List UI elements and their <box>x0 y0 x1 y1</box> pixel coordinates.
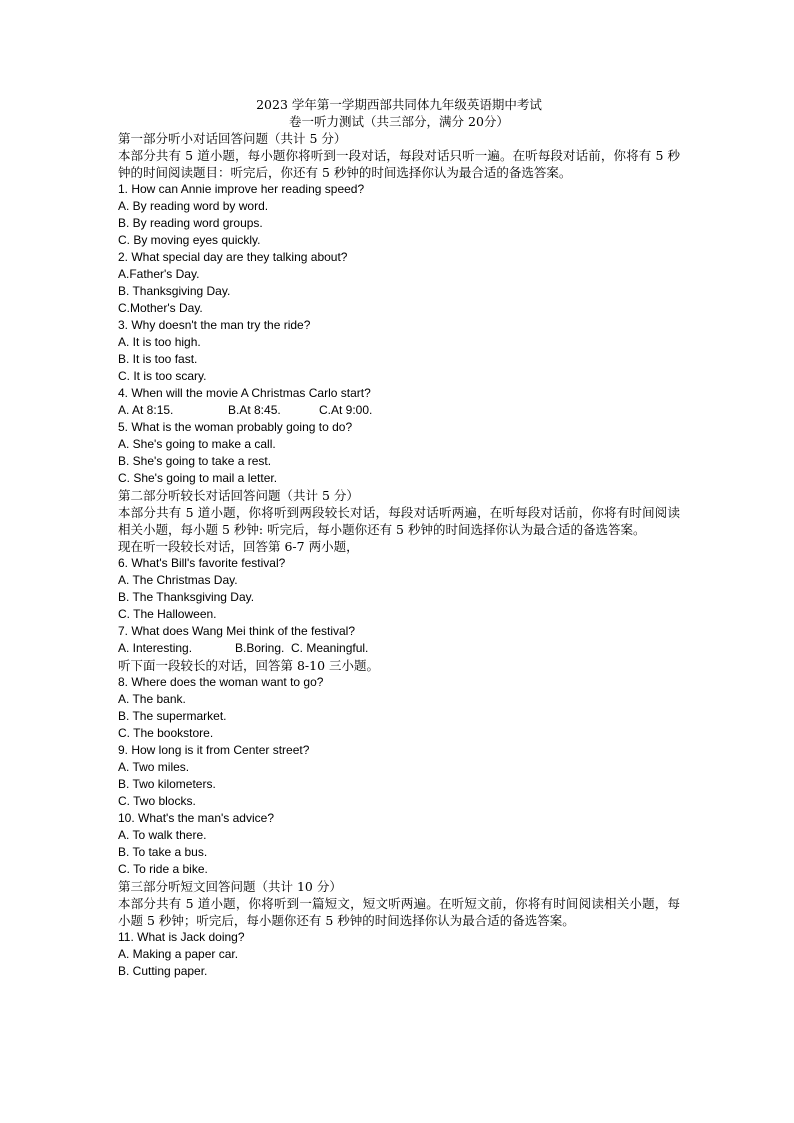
question-1-option-b: B. By reading word groups. <box>118 216 263 230</box>
question-2-option-a: A.Father's Day. <box>118 267 200 281</box>
question-4: 4. When will the movie A Christmas Carlo start? <box>118 386 371 400</box>
question-7-option-b: B.Boring. <box>235 641 285 655</box>
question-10-option-b: B. To take a bus. <box>118 845 208 859</box>
question-8-option-b: B. The supermarket. <box>118 709 227 723</box>
question-9: 9. How long is it from Center street? <box>118 743 310 757</box>
question-10-option-a: A. To walk there. <box>118 828 207 842</box>
question-4-options <box>118 402 680 419</box>
question-7: 7. What does Wang Mei think of the festival? <box>118 624 356 638</box>
question-10-option-c: C. To ride a bike. <box>118 862 208 876</box>
question-8-option-a: A. The bank. <box>118 692 186 706</box>
part1-heading: 第一部分听小对话回答问题（共计 5 分） <box>118 131 347 146</box>
question-7-option-c: C. Meaningful. <box>291 641 369 655</box>
part2-lead-2: 听下面一段较长的对话，回答第 8-10 三小题。 <box>118 658 380 673</box>
question-6-option-b: B. The Thanksgiving Day. <box>118 590 255 604</box>
exam-page <box>118 96 680 980</box>
question-7-options <box>118 640 680 657</box>
question-9-option-b: B. Two kilometers. <box>118 777 216 791</box>
question-8: 8. Where does the woman want to go? <box>118 675 324 689</box>
part1-intro: 本部分共有 5 道小题，每小题你将听到一段对话，每段对话只听一遍。在听每段对话前，你将有 5 秒钟的时间阅读题目：听完后，你还有 5 秒钟的时间选择你认为最合适的备选答案。 <box>118 148 680 180</box>
question-3-option-b: B. It is too fast. <box>118 352 198 366</box>
question-6: 6. What's Bill's favorite festival? <box>118 556 286 570</box>
part2-lead-1: 现在听一段较长对话，回答第 6-7 两小题， <box>118 539 359 554</box>
question-9-option-a: A. Two miles. <box>118 760 190 774</box>
question-9-option-c: C. Two blocks. <box>118 794 196 808</box>
question-6-option-c: C. The Halloween. <box>118 607 217 621</box>
question-7-option-a: A. Interesting. <box>118 641 193 655</box>
question-4-option-a: A. At 8:15. <box>118 403 174 417</box>
exam-title: 2023 学年第一学期西部共同体九年级英语期中考试 <box>256 97 542 112</box>
part3-heading: 第三部分听短文回答问题（共计 10 分） <box>118 879 342 894</box>
question-2-option-b: B. Thanksgiving Day. <box>118 284 231 298</box>
part1-section <box>118 130 680 487</box>
question-1-option-a: A. By reading word by word. <box>118 199 269 213</box>
question-11: 11. What is Jack doing? <box>118 930 245 944</box>
question-6-option-a: A. The Christmas Day. <box>118 573 238 587</box>
question-2: 2. What special day are they talking about? <box>118 250 348 264</box>
question-1: 1. How can Annie improve her reading speed? <box>118 182 365 196</box>
question-5-option-b: B. She's going to take a rest. <box>118 454 272 468</box>
part2-section <box>118 487 680 878</box>
question-11-option-b: B. Cutting paper. <box>118 964 208 978</box>
part2-heading: 第二部分听较长对话回答问题（共计 5 分） <box>118 488 359 503</box>
question-5-option-c: C. She's going to mail a letter. <box>118 471 278 485</box>
question-3-option-a: A. It is too high. <box>118 335 201 349</box>
question-5: 5. What is the woman probably going to do? <box>118 420 353 434</box>
part3-intro: 本部分共有 5 道小题，你将听到一篇短文，短文听两遍。在听短文前，你将有时间阅读相关小题，每小题 5 秒钟；听完后，每小题你还有 5 秒钟的时间选择你认为最合适的备选答案。 <box>118 896 680 928</box>
question-4-option-b: B.At 8:45. <box>228 403 281 417</box>
question-8-option-c: C. The bookstore. <box>118 726 214 740</box>
exam-subtitle: 卷一听力测试（共三部分，满分 20分） <box>289 114 509 129</box>
question-4-option-c: C.At 9:00. <box>319 403 373 417</box>
question-10: 10. What's the man's advice? <box>118 811 274 825</box>
question-5-option-a: A. She's going to make a call. <box>118 437 276 451</box>
question-3-option-c: C. It is too scary. <box>118 369 207 383</box>
question-11-option-a: A. Making a paper car. <box>118 947 239 961</box>
part2-intro: 本部分共有 5 道小题，你将听到两段较长对话，每段对话听两遍，在听每段对话前，你将有时间阅读相关小题，每小题 5 秒钟: 听完后，每小题你还有 5 秒钟的时间选择你认为最合适的备选答案。 <box>118 505 680 537</box>
question-3: 3. Why doesn't the man try the ride? <box>118 318 311 332</box>
part3-section <box>118 878 680 980</box>
question-1-option-c: C. By moving eyes quickly. <box>118 233 261 247</box>
question-2-option-c: C.Mother's Day. <box>118 301 203 315</box>
